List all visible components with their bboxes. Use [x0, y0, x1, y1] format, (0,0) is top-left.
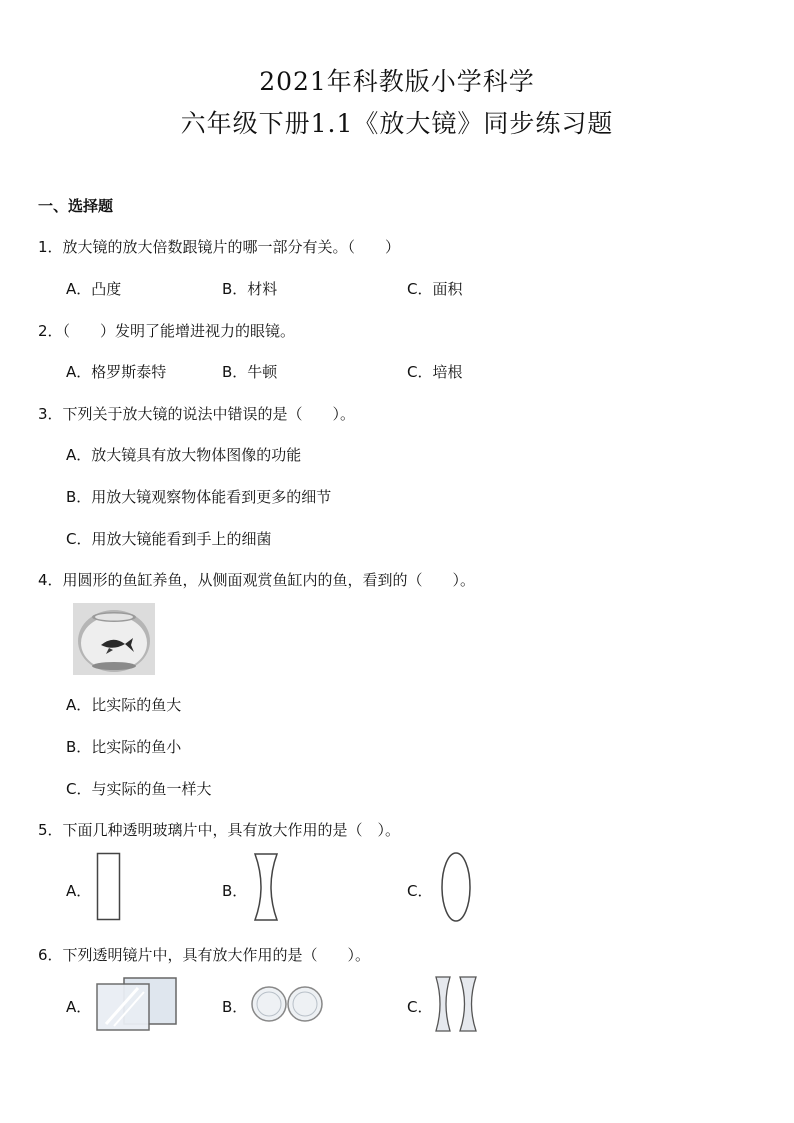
question-5-option-a: A． [66, 882, 92, 900]
round-lenses-icon [250, 983, 326, 1029]
question-6-option-c: C． [407, 998, 433, 1016]
question-6-option-b: B． [222, 998, 248, 1016]
question-2-option-b: B．牛顿 [222, 363, 278, 381]
question-2-stem: 2．（ ）发明了能增进视力的眼镜。 [38, 322, 296, 340]
question-1-option-c: C．面积 [407, 280, 463, 298]
question-4-option-c: C．与实际的鱼一样大 [66, 780, 212, 798]
question-2-option-c: C．培根 [407, 363, 463, 381]
question-4-stem: 4．用圆形的鱼缸养鱼，从侧面观赏鱼缸内的鱼，看到的（ ）。 [38, 571, 476, 589]
document-subtitle: 六年级下册1.1《放大镜》同步练习题 [180, 109, 614, 138]
question-3-option-c: C．用放大镜能看到手上的细菌 [66, 530, 272, 548]
question-1-stem: 1．放大镜的放大倍数跟镜片的哪一部分有关。（ ） [38, 238, 401, 256]
document-title: 2021年科教版小学科学 [259, 67, 535, 96]
question-1-option-b: B．材料 [222, 280, 278, 298]
question-5-option-c: C． [407, 882, 433, 900]
question-6-option-a: A． [66, 998, 92, 1016]
question-1-option-a: A．凸度 [66, 280, 122, 298]
concave-lenses-icon [434, 975, 478, 1037]
concave-lens-icon [253, 852, 279, 926]
flat-glass-plates-icon [94, 976, 180, 1036]
question-3-stem: 3．下列关于放大镜的说法中错误的是（ ）。 [38, 405, 356, 423]
section-heading: 一、选择题 [38, 197, 114, 215]
flat-glass-plate-icon [96, 852, 122, 926]
question-5-option-b: B． [222, 882, 248, 900]
question-5-stem: 5．下面几种透明玻璃片中，具有放大作用的是（ ）。 [38, 821, 401, 839]
question-3-option-a: A．放大镜具有放大物体图像的功能 [66, 446, 302, 464]
question-4-option-a: A．比实际的鱼大 [66, 696, 182, 714]
question-4-option-b: B．比实际的鱼小 [66, 738, 182, 756]
convex-lens-icon [440, 851, 472, 927]
question-3-option-b: B．用放大镜观察物体能看到更多的细节 [66, 488, 332, 506]
question-6-stem: 6．下列透明镜片中，具有放大作用的是（ ）。 [38, 946, 371, 964]
question-2-option-a: A．格罗斯泰特 [66, 363, 167, 381]
fishbowl-image [73, 603, 155, 679]
